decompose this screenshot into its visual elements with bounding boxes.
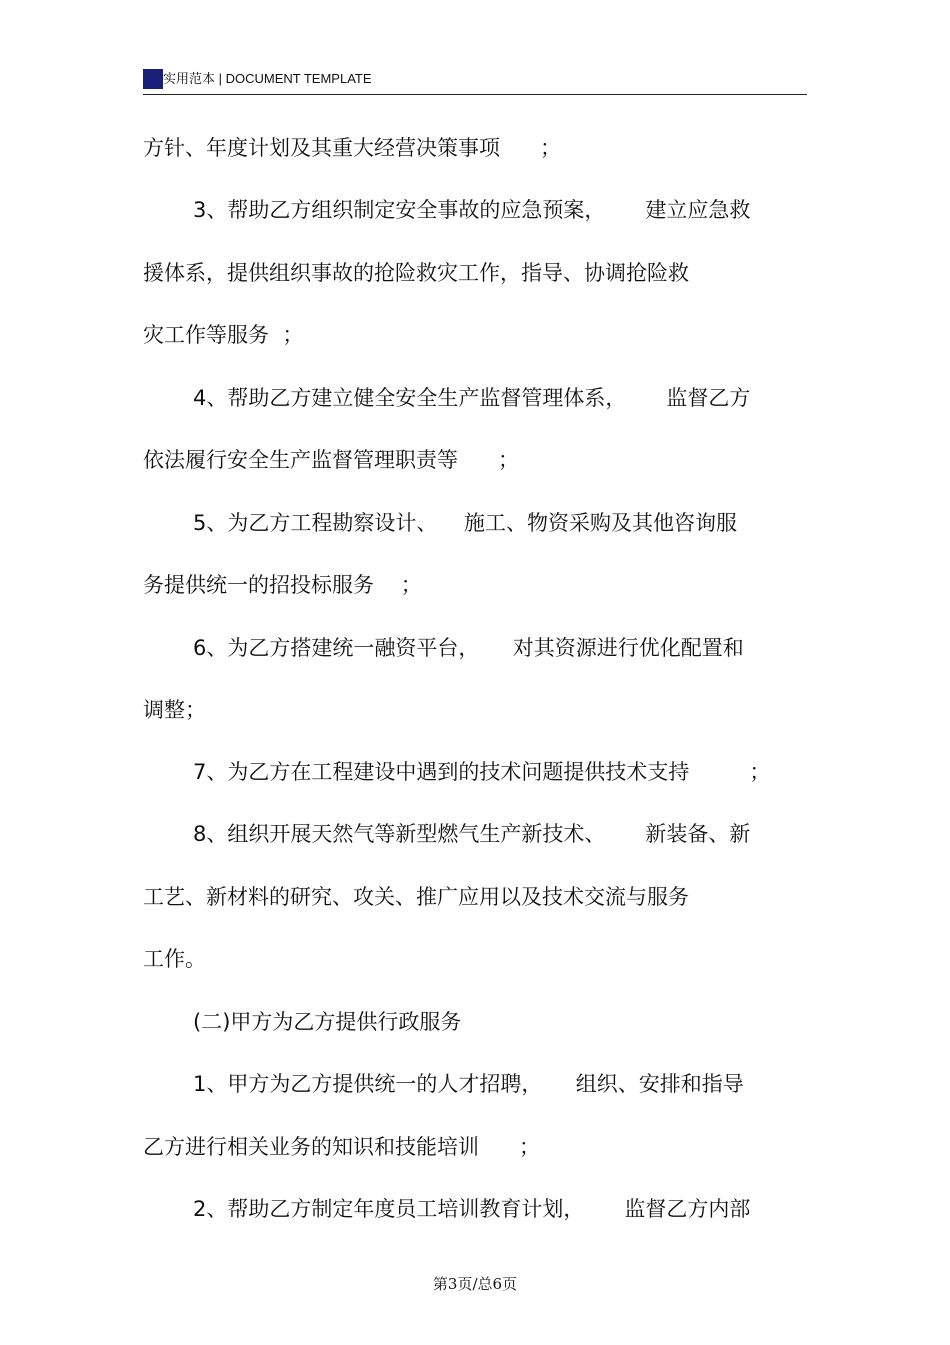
body-line: 灾工作等服务 ； — [143, 323, 304, 347]
body-line: 乙方进行相关业务的知识和技能培训 ； — [143, 1135, 541, 1159]
header-title: 实用范本 | DOCUMENT TEMPLATE — [163, 71, 372, 86]
body-line: 依法履行安全生产监督管理职责等 ； — [143, 448, 520, 472]
body-line: 方针、年度计划及其重大经营决策事项 ； — [143, 136, 562, 160]
body-line: 7、为乙方在工程建设中遇到的技术问题提供技术支持 ； — [193, 760, 771, 784]
page-number: 第3页/总6页 — [432, 1275, 518, 1293]
body-line: 2、帮助乙方制定年度员工培训教育计划， 监督乙方内部 — [193, 1197, 751, 1221]
body-line: 3、帮助乙方组织制定安全事故的应急预案， 建立应急救 — [193, 198, 751, 222]
body-line: 5、为乙方工程勘察设计、 施工、物资采购及其他咨询服 — [193, 511, 738, 535]
body-line: 工作。 — [143, 947, 206, 971]
logo-square-icon — [143, 69, 163, 89]
body-line: 调整； — [143, 698, 206, 722]
body-line: 工艺、新材料的研究、攻关、推广应用以及技术交流与服务 — [143, 885, 689, 909]
page-header — [143, 66, 807, 95]
body-line: 援体系，提供组织事故的抢险救灾工作，指导、协调抢险救 — [143, 261, 689, 285]
body-line: 8、组织开展天然气等新型燃气生产新技术、 新装备、新 — [193, 822, 751, 846]
body-line: 6、为乙方搭建统一融资平台， 对其资源进行优化配置和 — [193, 636, 744, 660]
section-heading: (二)甲方为乙方提供行政服务 — [193, 1010, 462, 1034]
body-line: 务提供统一的招投标服务 ； — [143, 573, 422, 597]
body-line: 4、帮助乙方建立健全安全生产监督管理体系， 监督乙方 — [193, 386, 751, 410]
body-line: 1、甲方为乙方提供统一的人才招聘， 组织、安排和指导 — [193, 1072, 744, 1096]
